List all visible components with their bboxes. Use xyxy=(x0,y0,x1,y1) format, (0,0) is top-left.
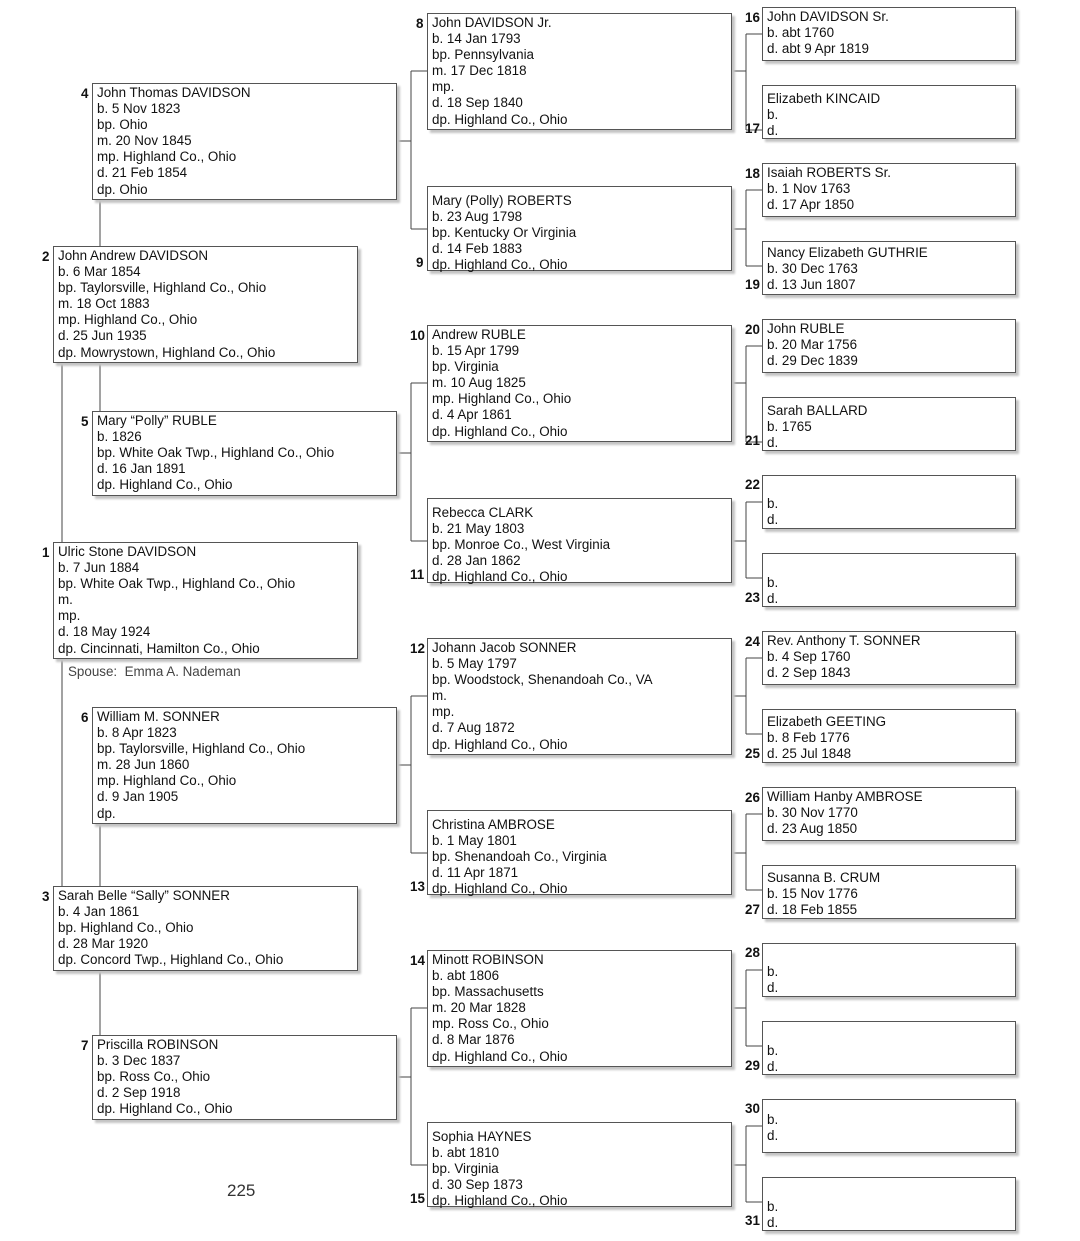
birth: b. xyxy=(767,496,779,511)
person-name: Johann Jacob SONNER xyxy=(432,640,577,655)
ahnentafel-number: 1 xyxy=(42,545,50,560)
marriage-place: mp. xyxy=(432,704,455,720)
birth: b. 14 Jan 1793 xyxy=(432,31,521,47)
person-box-23 xyxy=(762,553,1016,607)
death: d. 29 Dec 1839 xyxy=(767,353,858,369)
person-box-22 xyxy=(762,475,1016,529)
ahnentafel-number: 3 xyxy=(42,889,50,904)
person-box-3 xyxy=(53,886,358,971)
birthplace: bp. Pennsylvania xyxy=(432,47,534,63)
birth: b. 1 Nov 1763 xyxy=(767,181,851,197)
death: d. 21 Feb 1854 xyxy=(97,165,188,181)
person-box-29 xyxy=(762,1021,1016,1075)
person-box-9 xyxy=(427,186,732,271)
birth: b. 6 Mar 1854 xyxy=(58,264,141,280)
ahnentafel-number: 5 xyxy=(81,414,89,429)
death: d. xyxy=(767,1059,779,1075)
ahnentafel-number: 16 xyxy=(745,10,760,25)
person-name: Isaiah ROBERTS Sr. xyxy=(767,165,892,180)
person-box-5 xyxy=(92,411,397,496)
death: d. 25 Jun 1935 xyxy=(58,328,147,344)
ahnentafel-number: 17 xyxy=(745,121,760,136)
person-name: John RUBLE xyxy=(767,321,845,336)
birth: b. 5 May 1797 xyxy=(432,656,517,672)
marriage: m. 17 Dec 1818 xyxy=(432,63,527,79)
death: d. 18 Feb 1855 xyxy=(767,902,858,918)
death: d. 2 Sep 1843 xyxy=(767,665,851,681)
person-box-8 xyxy=(427,13,732,130)
death: d. 8 Mar 1876 xyxy=(432,1032,515,1048)
death-place: dp. Highland Co., Ohio xyxy=(432,423,568,439)
person-box-21 xyxy=(762,397,1016,451)
death: d. xyxy=(767,591,779,607)
marriage-place: mp. Ross Co., Ohio xyxy=(432,1016,549,1032)
birth: b. 30 Nov 1770 xyxy=(767,805,858,821)
birth: b. 23 Aug 1798 xyxy=(432,209,523,225)
death-place: dp. Highland Co., Ohio xyxy=(432,1048,568,1064)
marriage: m. 10 Aug 1825 xyxy=(432,375,526,391)
death: d. 25 Jul 1848 xyxy=(767,746,852,762)
birth: b. xyxy=(767,1199,779,1214)
birth: b. 7 Jun 1884 xyxy=(58,560,140,576)
person-name: Nancy Elizabeth GUTHRIE xyxy=(767,245,928,260)
birthplace: bp. Ohio xyxy=(97,117,148,133)
birthplace: bp. Taylorsville, Highland Co., Ohio xyxy=(58,280,267,296)
birth: b. 30 Dec 1763 xyxy=(767,261,858,277)
death-place: dp. Highland Co., Ohio xyxy=(432,736,568,752)
death: d. 18 Sep 1840 xyxy=(432,95,523,111)
birthplace: bp. Virginia xyxy=(432,359,499,375)
person-name: Christina AMBROSE xyxy=(432,817,555,832)
marriage: m. 28 Jun 1860 xyxy=(97,757,190,773)
person-name: John DAVIDSON Jr. xyxy=(432,15,552,30)
ahnentafel-number: 20 xyxy=(745,322,760,337)
ahnentafel-number: 8 xyxy=(416,16,424,31)
death: d. 18 May 1924 xyxy=(58,624,151,640)
death: d. 9 Jan 1905 xyxy=(97,789,179,805)
person-box-6 xyxy=(92,707,397,824)
ahnentafel-number: 24 xyxy=(745,634,760,649)
death: d. 2 Sep 1918 xyxy=(97,1085,181,1101)
person-name: Andrew RUBLE xyxy=(432,327,526,342)
death: d. xyxy=(767,1215,779,1231)
death: d. 7 Aug 1872 xyxy=(432,720,515,736)
birthplace: bp. Kentucky Or Virginia xyxy=(432,225,577,241)
person-box-19 xyxy=(762,241,1016,295)
ahnentafel-number: 29 xyxy=(745,1058,760,1073)
marriage-place: mp. xyxy=(58,608,81,624)
ahnentafel-number: 13 xyxy=(410,879,425,894)
marriage-place: mp. Highland Co., Ohio xyxy=(97,773,237,789)
birthplace: bp. Monroe Co., West Virginia xyxy=(432,537,611,553)
death: d. 11 Apr 1871 xyxy=(432,865,519,881)
ahnentafel-number: 25 xyxy=(745,746,760,761)
death-place: dp. Highland Co., Ohio xyxy=(97,477,233,493)
person-box-18 xyxy=(762,163,1016,217)
ahnentafel-number: 12 xyxy=(410,641,425,656)
birth: b. 5 Nov 1823 xyxy=(97,101,181,117)
person-box-24 xyxy=(762,631,1016,685)
birthplace: bp. Massachusetts xyxy=(432,984,544,1000)
person-name: Sophia HAYNES xyxy=(432,1129,532,1144)
person-name: Minott ROBINSON xyxy=(432,952,544,967)
birth: b. abt 1806 xyxy=(432,968,500,984)
birth: b. 1826 xyxy=(97,429,142,445)
person-name: Elizabeth KINCAID xyxy=(767,91,881,106)
person-name: William M. SONNER xyxy=(97,709,220,724)
person-box-17 xyxy=(762,85,1016,139)
birth: b. xyxy=(767,964,779,979)
death: d. 4 Apr 1861 xyxy=(432,407,512,423)
person-name: Priscilla ROBINSON xyxy=(97,1037,219,1052)
birth: b. 15 Nov 1776 xyxy=(767,886,858,902)
person-name: Sarah BALLARD xyxy=(767,403,868,418)
person-box-20 xyxy=(762,319,1016,373)
death-place: dp. Highland Co., Ohio xyxy=(432,257,568,273)
person-box-11 xyxy=(427,498,732,583)
birth: b. 15 Apr 1799 xyxy=(432,343,520,359)
death-place: dp. Highland Co., Ohio xyxy=(432,569,568,585)
person-name: Ulric Stone DAVIDSON xyxy=(58,544,197,559)
death-place: dp. xyxy=(97,805,116,821)
death-place: dp. Cincinnati, Hamilton Co., Ohio xyxy=(58,640,260,656)
ahnentafel-number: 10 xyxy=(410,328,425,343)
birthplace: bp. Shenandoah Co., Virginia xyxy=(432,849,607,865)
birth: b. xyxy=(767,575,779,590)
birth: b. 21 May 1803 xyxy=(432,521,525,537)
person-box-31 xyxy=(762,1177,1016,1231)
death: d. xyxy=(767,980,779,996)
person-box-2 xyxy=(53,246,358,363)
birthplace: bp. White Oak Twp., Highland Co., Ohio xyxy=(97,445,335,461)
marriage: m. 20 Mar 1828 xyxy=(432,1000,526,1016)
person-box-26 xyxy=(762,787,1016,841)
birthplace: bp. Highland Co., Ohio xyxy=(58,920,194,936)
birth: b. 20 Mar 1756 xyxy=(767,337,858,353)
birthplace: bp. Taylorsville, Highland Co., Ohio xyxy=(97,741,306,757)
birthplace: bp. Ross Co., Ohio xyxy=(97,1069,211,1085)
marriage-place: mp. Highland Co., Ohio xyxy=(97,149,237,165)
person-box-1 xyxy=(53,542,358,659)
ahnentafel-number: 4 xyxy=(81,86,89,101)
ahnentafel-number: 14 xyxy=(410,953,425,968)
person-name: Susanna B. CRUM xyxy=(767,870,881,885)
ahnentafel-number: 30 xyxy=(745,1101,760,1116)
page-number: 225 xyxy=(227,1181,256,1200)
birth: b. 1 May 1801 xyxy=(432,833,517,849)
person-box-27 xyxy=(762,865,1016,919)
birth: b. xyxy=(767,1112,779,1127)
person-name: William Hanby AMBROSE xyxy=(767,789,923,804)
death: d. 30 Sep 1873 xyxy=(432,1177,523,1193)
death-place: dp. Mowrystown, Highland Co., Ohio xyxy=(58,344,276,360)
birthplace: bp. Woodstock, Shenandoah Co., VA xyxy=(432,672,653,688)
ahnentafel-number: 6 xyxy=(81,710,89,725)
death-place: dp. Highland Co., Ohio xyxy=(432,881,568,897)
person-box-15 xyxy=(427,1122,732,1207)
marriage: m. xyxy=(58,592,73,608)
birth: b. 4 Jan 1861 xyxy=(58,904,140,920)
ahnentafel-number: 26 xyxy=(745,790,760,805)
death: d. xyxy=(767,435,779,451)
ahnentafel-number: 31 xyxy=(745,1213,760,1228)
spouse-name: Emma A. Nademan xyxy=(124,664,241,679)
person-name: Rev. Anthony T. SONNER xyxy=(767,633,921,648)
person-box-4 xyxy=(92,83,397,200)
death: d. xyxy=(767,1128,779,1144)
person-name: Mary (Polly) ROBERTS xyxy=(432,193,572,208)
person-name: John DAVIDSON Sr. xyxy=(767,9,889,24)
marriage: m. xyxy=(432,688,447,704)
person-box-10 xyxy=(427,325,732,442)
birth: b. 4 Sep 1760 xyxy=(767,649,851,665)
ahnentafel-number: 21 xyxy=(745,433,760,448)
birthplace: bp. White Oak Twp., Highland Co., Ohio xyxy=(58,576,296,592)
ahnentafel-number: 22 xyxy=(745,477,760,492)
person-box-7 xyxy=(92,1035,397,1120)
death: d. 23 Aug 1850 xyxy=(767,821,858,837)
birthplace: bp. Virginia xyxy=(432,1161,499,1177)
birth: b. abt 1760 xyxy=(767,25,835,41)
person-box-12 xyxy=(427,638,732,755)
death-place: dp. Highland Co., Ohio xyxy=(97,1101,233,1117)
birth: b. xyxy=(767,107,779,123)
birth: b. 3 Dec 1837 xyxy=(97,1053,181,1069)
death: d. abt 9 Apr 1819 xyxy=(767,41,869,57)
marriage: m. 18 Oct 1883 xyxy=(58,296,150,312)
death-place: dp. Ohio xyxy=(97,181,148,197)
person-box-13 xyxy=(427,810,732,895)
birth: b. 8 Feb 1776 xyxy=(767,730,850,746)
death: d. 16 Jan 1891 xyxy=(97,461,186,477)
person-name: Mary “Polly” RUBLE xyxy=(97,413,217,428)
marriage-place: mp. Highland Co., Ohio xyxy=(58,312,198,328)
marriage-place: mp. xyxy=(432,79,455,95)
death: d. 13 Jun 1807 xyxy=(767,277,856,293)
person-name: Rebecca CLARK xyxy=(432,505,534,520)
person-name: Elizabeth GEETING xyxy=(767,714,887,729)
death: d. 28 Mar 1920 xyxy=(58,936,149,952)
birth: b. xyxy=(767,1043,779,1058)
spouse-label: Spouse: xyxy=(68,664,118,679)
birth: b. abt 1810 xyxy=(432,1145,500,1161)
death-place: dp. Highland Co., Ohio xyxy=(432,1193,568,1209)
birth: b. 1765 xyxy=(767,419,812,435)
ahnentafel-number: 11 xyxy=(410,567,425,582)
person-name: Sarah Belle “Sally” SONNER xyxy=(58,888,230,903)
death: d. 17 Apr 1850 xyxy=(767,197,855,213)
person-box-28 xyxy=(762,943,1016,997)
ahnentafel-number: 7 xyxy=(81,1038,89,1053)
death: d. xyxy=(767,123,779,139)
ahnentafel-number: 9 xyxy=(416,255,424,270)
ahnentafel-number: 18 xyxy=(745,166,760,181)
ahnentafel-number: 27 xyxy=(745,902,760,917)
person-name: John Andrew DAVIDSON xyxy=(58,248,209,263)
marriage-place: mp. Highland Co., Ohio xyxy=(432,391,572,407)
death: d. 28 Jan 1862 xyxy=(432,553,521,569)
ahnentafel-number: 15 xyxy=(410,1191,425,1206)
death: d. 14 Feb 1883 xyxy=(432,241,523,257)
ahnentafel-number: 23 xyxy=(745,590,760,605)
person-box-14 xyxy=(427,950,732,1067)
death: d. xyxy=(767,512,779,528)
death-place: dp. Concord Twp., Highland Co., Ohio xyxy=(58,952,284,968)
ahnentafel-number: 19 xyxy=(745,277,760,292)
person-box-25 xyxy=(762,709,1016,763)
marriage: m. 20 Nov 1845 xyxy=(97,133,192,149)
person-name: John Thomas DAVIDSON xyxy=(97,85,251,100)
ahnentafel-number: 2 xyxy=(42,249,50,264)
ahnentafel-number: 28 xyxy=(745,945,760,960)
death-place: dp. Highland Co., Ohio xyxy=(432,111,568,127)
birth: b. 8 Apr 1823 xyxy=(97,725,177,741)
person-box-30 xyxy=(762,1099,1016,1153)
spouse-line xyxy=(68,664,241,680)
person-box-16 xyxy=(762,7,1016,61)
